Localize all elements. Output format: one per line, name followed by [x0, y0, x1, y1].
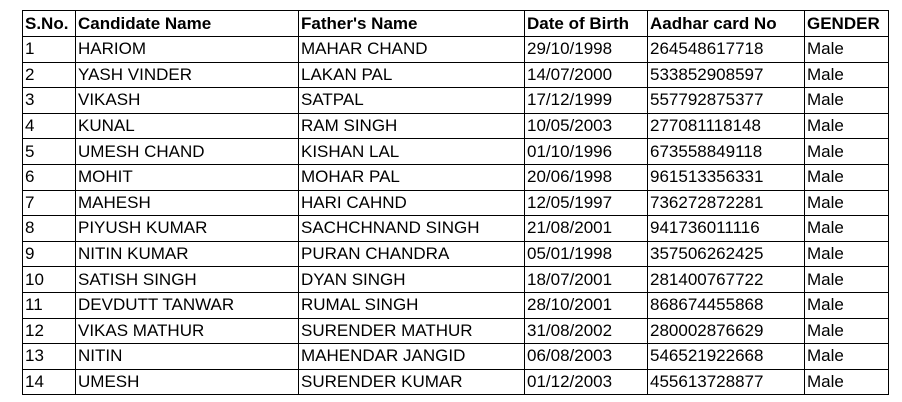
cell-aadhar-card-no: 546521922668 — [648, 344, 805, 370]
cell-candidate-name: MOHIT — [76, 164, 299, 190]
cell-sno: 13 — [23, 344, 76, 370]
cell-candidate-name: DEVDUTT TANWAR — [76, 292, 299, 318]
cell-sno: 6 — [23, 164, 76, 190]
cell-candidate-name: PIYUSH KUMAR — [76, 216, 299, 242]
cell-candidate-name: YASH VINDER — [76, 62, 299, 88]
header-candidate-name: Candidate Name — [76, 11, 299, 37]
cell-aadhar-card-no: 281400767722 — [648, 267, 805, 293]
cell-sno: 8 — [23, 216, 76, 242]
cell-gender: Male — [805, 241, 889, 267]
header-aadhar-card-no: Aadhar card No — [648, 11, 805, 37]
cell-aadhar-card-no: 455613728877 — [648, 369, 805, 395]
cell-sno: 7 — [23, 190, 76, 216]
table-row — [23, 318, 889, 344]
table-row — [23, 113, 889, 139]
cell-sno: 14 — [23, 369, 76, 395]
cell-sno: 9 — [23, 241, 76, 267]
cell-aadhar-card-no: 277081118148 — [648, 113, 805, 139]
cell-candidate-name: VIKASH — [76, 88, 299, 114]
cell-fathers-name: KISHAN LAL — [299, 139, 525, 165]
cell-gender: Male — [805, 318, 889, 344]
cell-candidate-name: UMESH — [76, 369, 299, 395]
cell-sno: 5 — [23, 139, 76, 165]
table-row — [23, 88, 889, 114]
cell-date-of-birth: 01/12/2003 — [525, 369, 648, 395]
candidate-list-sheet — [22, 10, 889, 395]
table-row — [23, 37, 889, 63]
cell-date-of-birth: 31/08/2002 — [525, 318, 648, 344]
cell-fathers-name: DYAN SINGH — [299, 267, 525, 293]
cell-gender: Male — [805, 216, 889, 242]
cell-fathers-name: LAKAN PAL — [299, 62, 525, 88]
cell-aadhar-card-no: 941736011116 — [648, 216, 805, 242]
cell-gender: Male — [805, 267, 889, 293]
cell-fathers-name: RAM SINGH — [299, 113, 525, 139]
cell-sno: 4 — [23, 113, 76, 139]
header-fathers-name: Father's Name — [299, 11, 525, 37]
cell-date-of-birth: 14/07/2000 — [525, 62, 648, 88]
cell-date-of-birth: 21/08/2001 — [525, 216, 648, 242]
table-row — [23, 164, 889, 190]
cell-aadhar-card-no: 264548617718 — [648, 37, 805, 63]
cell-candidate-name: SATISH SINGH — [76, 267, 299, 293]
table-row — [23, 267, 889, 293]
cell-gender: Male — [805, 139, 889, 165]
header-row — [23, 11, 889, 37]
cell-date-of-birth: 18/07/2001 — [525, 267, 648, 293]
table-header — [23, 11, 889, 37]
cell-sno: 2 — [23, 62, 76, 88]
table-row — [23, 292, 889, 318]
cell-gender: Male — [805, 113, 889, 139]
table-row — [23, 241, 889, 267]
cell-gender: Male — [805, 164, 889, 190]
cell-aadhar-card-no: 673558849118 — [648, 139, 805, 165]
cell-sno: 12 — [23, 318, 76, 344]
cell-fathers-name: RUMAL SINGH — [299, 292, 525, 318]
cell-date-of-birth: 01/10/1996 — [525, 139, 648, 165]
cell-date-of-birth: 05/01/1998 — [525, 241, 648, 267]
cell-fathers-name: PURAN CHANDRA — [299, 241, 525, 267]
cell-candidate-name: MAHESH — [76, 190, 299, 216]
cell-aadhar-card-no: 357506262425 — [648, 241, 805, 267]
cell-date-of-birth: 28/10/2001 — [525, 292, 648, 318]
cell-aadhar-card-no: 961513356331 — [648, 164, 805, 190]
cell-aadhar-card-no: 557792875377 — [648, 88, 805, 114]
cell-fathers-name: SACHCHNAND SINGH — [299, 216, 525, 242]
header-date-of-birth: Date of Birth — [525, 11, 648, 37]
cell-date-of-birth: 29/10/1998 — [525, 37, 648, 63]
cell-aadhar-card-no: 280002876629 — [648, 318, 805, 344]
cell-fathers-name: MAHAR CHAND — [299, 37, 525, 63]
cell-aadhar-card-no: 868674455868 — [648, 292, 805, 318]
header-gender: GENDER — [805, 11, 889, 37]
cell-gender: Male — [805, 88, 889, 114]
cell-gender: Male — [805, 344, 889, 370]
cell-aadhar-card-no: 533852908597 — [648, 62, 805, 88]
table-row — [23, 216, 889, 242]
table-row — [23, 62, 889, 88]
header-sno: S.No. — [23, 11, 76, 37]
cell-sno: 11 — [23, 292, 76, 318]
cell-gender: Male — [805, 37, 889, 63]
cell-gender: Male — [805, 190, 889, 216]
cell-date-of-birth: 17/12/1999 — [525, 88, 648, 114]
cell-fathers-name: HARI CAHND — [299, 190, 525, 216]
cell-candidate-name: NITIN — [76, 344, 299, 370]
cell-sno: 1 — [23, 37, 76, 63]
cell-fathers-name: SURENDER KUMAR — [299, 369, 525, 395]
table-row — [23, 139, 889, 165]
cell-candidate-name: VIKAS MATHUR — [76, 318, 299, 344]
cell-fathers-name: SATPAL — [299, 88, 525, 114]
cell-aadhar-card-no: 736272872281 — [648, 190, 805, 216]
candidate-table — [22, 10, 889, 395]
cell-fathers-name: MOHAR PAL — [299, 164, 525, 190]
cell-gender: Male — [805, 292, 889, 318]
cell-sno: 3 — [23, 88, 76, 114]
cell-date-of-birth: 10/05/2003 — [525, 113, 648, 139]
cell-date-of-birth: 12/05/1997 — [525, 190, 648, 216]
cell-date-of-birth: 06/08/2003 — [525, 344, 648, 370]
table-body — [23, 37, 889, 395]
cell-fathers-name: SURENDER MATHUR — [299, 318, 525, 344]
cell-sno: 10 — [23, 267, 76, 293]
cell-candidate-name: UMESH CHAND — [76, 139, 299, 165]
cell-candidate-name: HARIOM — [76, 37, 299, 63]
cell-date-of-birth: 20/06/1998 — [525, 164, 648, 190]
cell-candidate-name: NITIN KUMAR — [76, 241, 299, 267]
cell-gender: Male — [805, 369, 889, 395]
table-row — [23, 190, 889, 216]
cell-candidate-name: KUNAL — [76, 113, 299, 139]
table-row — [23, 369, 889, 395]
table-row — [23, 344, 889, 370]
cell-fathers-name: MAHENDAR JANGID — [299, 344, 525, 370]
cell-gender: Male — [805, 62, 889, 88]
